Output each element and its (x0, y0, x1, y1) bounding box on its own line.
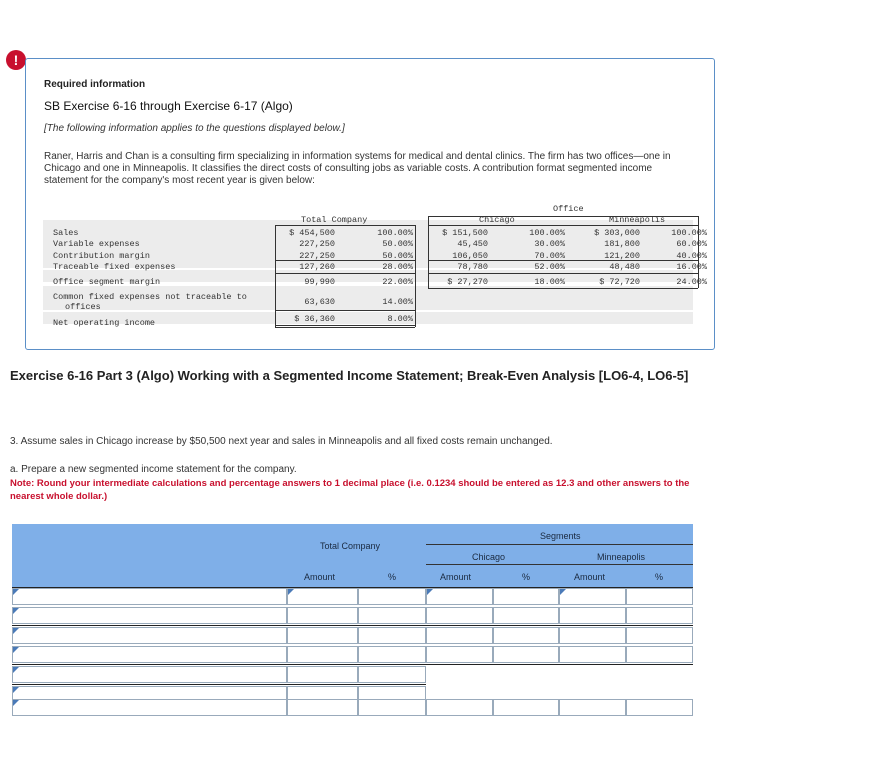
row-label-traceable-fixed: Traceable fixed expenses (53, 262, 176, 272)
net-income-pct: 8.00% (387, 314, 413, 324)
minneapolis-cm-amount: 121,200 (604, 251, 640, 261)
total-variable-amount: 227,250 (299, 239, 335, 249)
total-percent-input[interactable] (358, 699, 426, 716)
answer-row (12, 587, 693, 606)
chicago-amount-input[interactable] (426, 646, 493, 663)
chicago-variable-amount: 45,450 (457, 239, 488, 249)
row-label-variable-expenses: Variable expenses (53, 239, 140, 249)
minneapolis-segment-margin-amount: $ 72,720 (599, 277, 640, 287)
total-company-col-header: Total Company (320, 541, 381, 551)
minneapolis-traceable-amount: 48,480 (609, 262, 640, 272)
minneapolis-variable-amount: 181,800 (604, 239, 640, 249)
minneapolis-amount-header: Amount (574, 572, 606, 582)
chicago-variable-pct: 30.00% (534, 239, 565, 249)
chicago-amount-input[interactable] (426, 607, 493, 624)
label-select[interactable] (12, 666, 287, 683)
part-title: Exercise 6-16 Part 3 (Algo) Working with a Segmented Income Statement; Break-Even Analysis [LO6-4, LO6-5] (10, 368, 689, 383)
minneapolis-percent-input[interactable] (626, 646, 693, 663)
problem-description: Raner, Harris and Chan is a consulting firm specializing in information systems for medical and dental clinics. The firm has two offices—one in Chicago and one in Minneapolis. It classifies the direct costs of consulting jobs as variable costs. A contribution format segmented income statement for the company's most recent year is given below: (44, 151, 671, 186)
chicago-segment-margin-amount: $ 27,270 (447, 277, 488, 287)
chicago-percent-header: % (522, 572, 531, 582)
chicago-percent-input[interactable] (493, 627, 559, 644)
total-amount-input[interactable] (287, 699, 358, 716)
total-cm-pct: 50.00% (382, 251, 413, 261)
exercise-title: SB Exercise 6-16 through Exercise 6-17 (Algo) (44, 99, 293, 113)
applies-note: [The following information applies to the questions displayed below.] (44, 123, 345, 134)
label-select[interactable] (12, 588, 287, 605)
minneapolis-variable-pct: 60.00% (676, 239, 707, 249)
chicago-percent-input[interactable] (493, 607, 559, 624)
label-select[interactable] (12, 607, 287, 624)
minneapolis-amount-input[interactable] (559, 607, 626, 624)
total-variable-pct: 50.00% (382, 239, 413, 249)
answer-table (12, 524, 693, 718)
chicago-cm-pct: 70.00% (534, 251, 565, 261)
chicago-segment-margin-pct: 18.00% (534, 277, 565, 287)
chicago-percent-input[interactable] (493, 588, 559, 605)
net-income-amount: $ 36,360 (294, 314, 335, 324)
row-label-sales: Sales (53, 228, 79, 238)
total-percent-input[interactable] (358, 646, 426, 663)
minneapolis-amount-input[interactable] (559, 699, 626, 716)
minneapolis-sales-amount: $ 303,000 (594, 228, 640, 238)
row-label-net-income: Net operating income (53, 318, 156, 328)
total-amount-input[interactable] (287, 607, 358, 624)
total-company-header: Total Company (301, 215, 368, 225)
minneapolis-percent-input[interactable] (626, 588, 693, 605)
required-information-label: Required information (44, 79, 146, 90)
label-select[interactable] (12, 699, 287, 716)
chicago-traceable-amount: 78,780 (457, 262, 488, 272)
row-label-common-fixed: Common fixed expenses not traceable to (53, 292, 247, 302)
answer-row (12, 665, 693, 684)
minneapolis-traceable-pct: 16.00% (676, 262, 707, 272)
answer-row (12, 626, 693, 645)
chicago-amount-input[interactable] (426, 627, 493, 644)
minneapolis-amount-input[interactable] (559, 588, 626, 605)
total-percent-input[interactable] (358, 627, 426, 644)
common-fixed-amount: 63,630 (304, 297, 335, 307)
segments-header: Segments (540, 531, 581, 541)
required-information-panel (25, 58, 715, 350)
total-amount-input[interactable] (287, 646, 358, 663)
minneapolis-percent-input[interactable] (626, 627, 693, 644)
common-fixed-pct: 14.00% (382, 297, 413, 307)
total-traceable-pct: 28.00% (382, 262, 413, 272)
total-percent-input[interactable] (358, 607, 426, 624)
rounding-note: Note: Round your intermediate calculations and percentage answers to 1 decimal place (i.e. 0.1234 should be entered as 12.3 and other answers to the nearest whole dollar.) (10, 478, 690, 502)
chicago-amount-input[interactable] (426, 588, 493, 605)
chicago-percent-input[interactable] (493, 699, 559, 716)
chicago-sales-pct: 100.00% (529, 228, 565, 238)
minneapolis-col-header: Minneapolis (597, 552, 646, 562)
minneapolis-segment-margin-pct: 24.00% (676, 277, 707, 287)
row-label-segment-margin: Office segment margin (53, 277, 161, 287)
minneapolis-percent-input[interactable] (626, 607, 693, 624)
office-header: Office (553, 204, 584, 214)
answer-row (12, 645, 693, 664)
total-sales-pct: 100.00% (377, 228, 413, 238)
chicago-cm-amount: 106,050 (452, 251, 488, 261)
minneapolis-header: Minneapolis (609, 215, 666, 225)
minneapolis-percent-input[interactable] (626, 699, 693, 716)
minneapolis-sales-pct: 100.00% (671, 228, 707, 238)
total-sales-amount: $ 454,500 (289, 228, 335, 238)
chicago-amount-input[interactable] (426, 699, 493, 716)
chicago-percent-input[interactable] (493, 646, 559, 663)
total-amount-input[interactable] (287, 627, 358, 644)
chicago-sales-amount: $ 151,500 (442, 228, 488, 238)
answer-row (12, 606, 693, 625)
total-segment-margin-pct: 22.00% (382, 277, 413, 287)
total-amount-input[interactable] (287, 588, 358, 605)
question-3: 3. Assume sales in Chicago increase by $50,500 next year and sales in Minneapolis and all fixed costs remain unchanged. (10, 436, 553, 447)
total-percent-header: % (388, 572, 397, 582)
question-a: a. Prepare a new segmented income statement for the company. (10, 464, 297, 475)
alert-icon: ! (6, 50, 26, 70)
label-select[interactable] (12, 646, 287, 663)
row-label-contribution-margin: Contribution margin (53, 251, 150, 261)
chicago-header: Chicago (479, 215, 515, 225)
total-amount-input[interactable] (287, 666, 358, 683)
label-select[interactable] (12, 627, 287, 644)
chicago-traceable-pct: 52.00% (534, 262, 565, 272)
total-traceable-amount: 127,260 (299, 262, 335, 272)
total-percent-input[interactable] (358, 666, 426, 683)
answer-row (12, 698, 693, 718)
total-amount-header: Amount (304, 572, 336, 582)
chicago-col-header: Chicago (472, 552, 506, 562)
total-percent-input[interactable] (358, 588, 426, 605)
minneapolis-cm-pct: 40.00% (676, 251, 707, 261)
minneapolis-amount-input[interactable] (559, 627, 626, 644)
minneapolis-percent-header: % (655, 572, 664, 582)
chicago-amount-header: Amount (440, 572, 472, 582)
minneapolis-amount-input[interactable] (559, 646, 626, 663)
total-segment-margin-amount: 99,990 (304, 277, 335, 287)
total-cm-amount: 227,250 (299, 251, 335, 261)
row-label-common-fixed-2: offices (65, 302, 101, 312)
